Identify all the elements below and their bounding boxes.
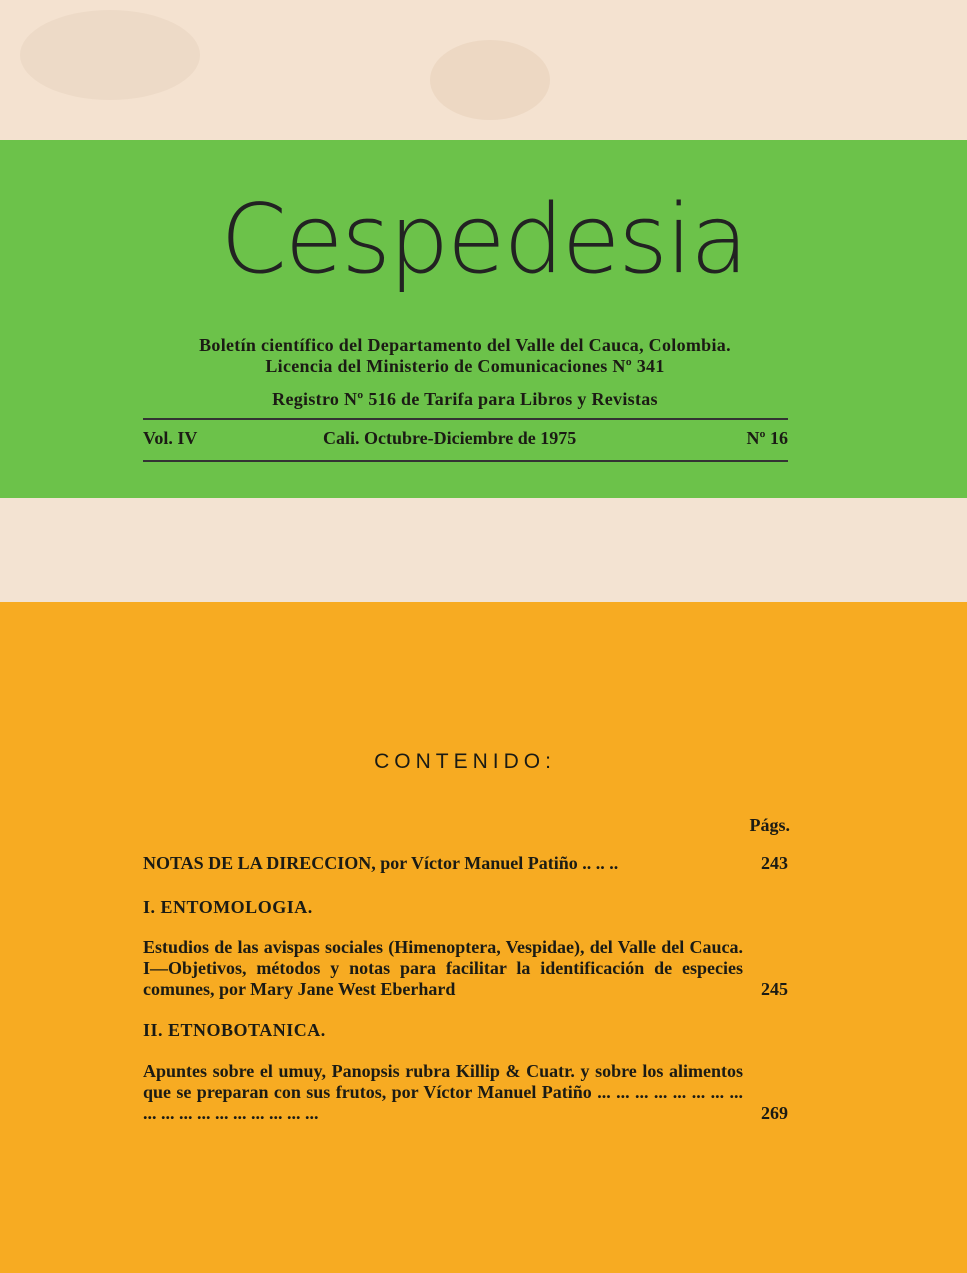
license-line: Licencia del Ministerio de Comunicaciones Nº 341 — [265, 356, 665, 376]
middle-paper-band — [0, 498, 967, 602]
volume-label: Vol. IV — [143, 428, 198, 448]
section-entomologia: I. ENTOMOLOGIA. — [143, 897, 313, 917]
article2-text-post: Killip & Cuatr. y sobre los alimentos que se preparan con sus frutos, por Víctor Manuel Patiño ... ... ... ... ... ... ... ... ... ... ... ... ... ... ... ... ... ... — [143, 1061, 743, 1123]
article2-text-pre: Apuntes sobre el umuy, — [143, 1061, 332, 1081]
toc-entry-notas: NOTAS DE LA DIRECCION, por Víctor Manuel Patiño .. .. .. — [143, 853, 619, 873]
toc-entry-article1: Estudios de las avispas sociales (Himenoptera, Vespidae), del Valle del Cauca. I—Objetivos, métodos y notas para facilitar la identificación de especies comunes, por Mary Jane West Eberhard — [143, 937, 743, 999]
paper-stain — [20, 10, 200, 100]
paper-stain — [430, 40, 550, 120]
toc-page-article1: 245 — [761, 979, 788, 999]
toc-page-notas: 243 — [761, 853, 788, 873]
journal-title: Cespedesia — [220, 185, 747, 295]
section-etnobotanica: II. ETNOBOTANICA. — [143, 1020, 326, 1040]
pages-label: Págs. — [749, 815, 790, 835]
issue-info — [143, 428, 788, 450]
registro-line: Registro Nº 516 de Tarifa para Libros y Revistas — [272, 389, 658, 409]
toc-page-article2: 269 — [761, 1103, 788, 1123]
journal-subtitle: Boletín científico del Departamento del Valle del Cauca, Colombia. — [199, 335, 731, 355]
article2-species-name: Panopsis rubra — [331, 1061, 451, 1081]
divider-top — [143, 418, 788, 420]
toc-entry-article2 — [143, 1061, 743, 1124]
divider-bottom — [143, 460, 788, 462]
contents-heading: CONTENIDO: — [374, 750, 556, 773]
issue-number: Nº 16 — [746, 428, 788, 448]
issue-date: Cali. Octubre-Diciembre de 1975 — [323, 428, 577, 448]
